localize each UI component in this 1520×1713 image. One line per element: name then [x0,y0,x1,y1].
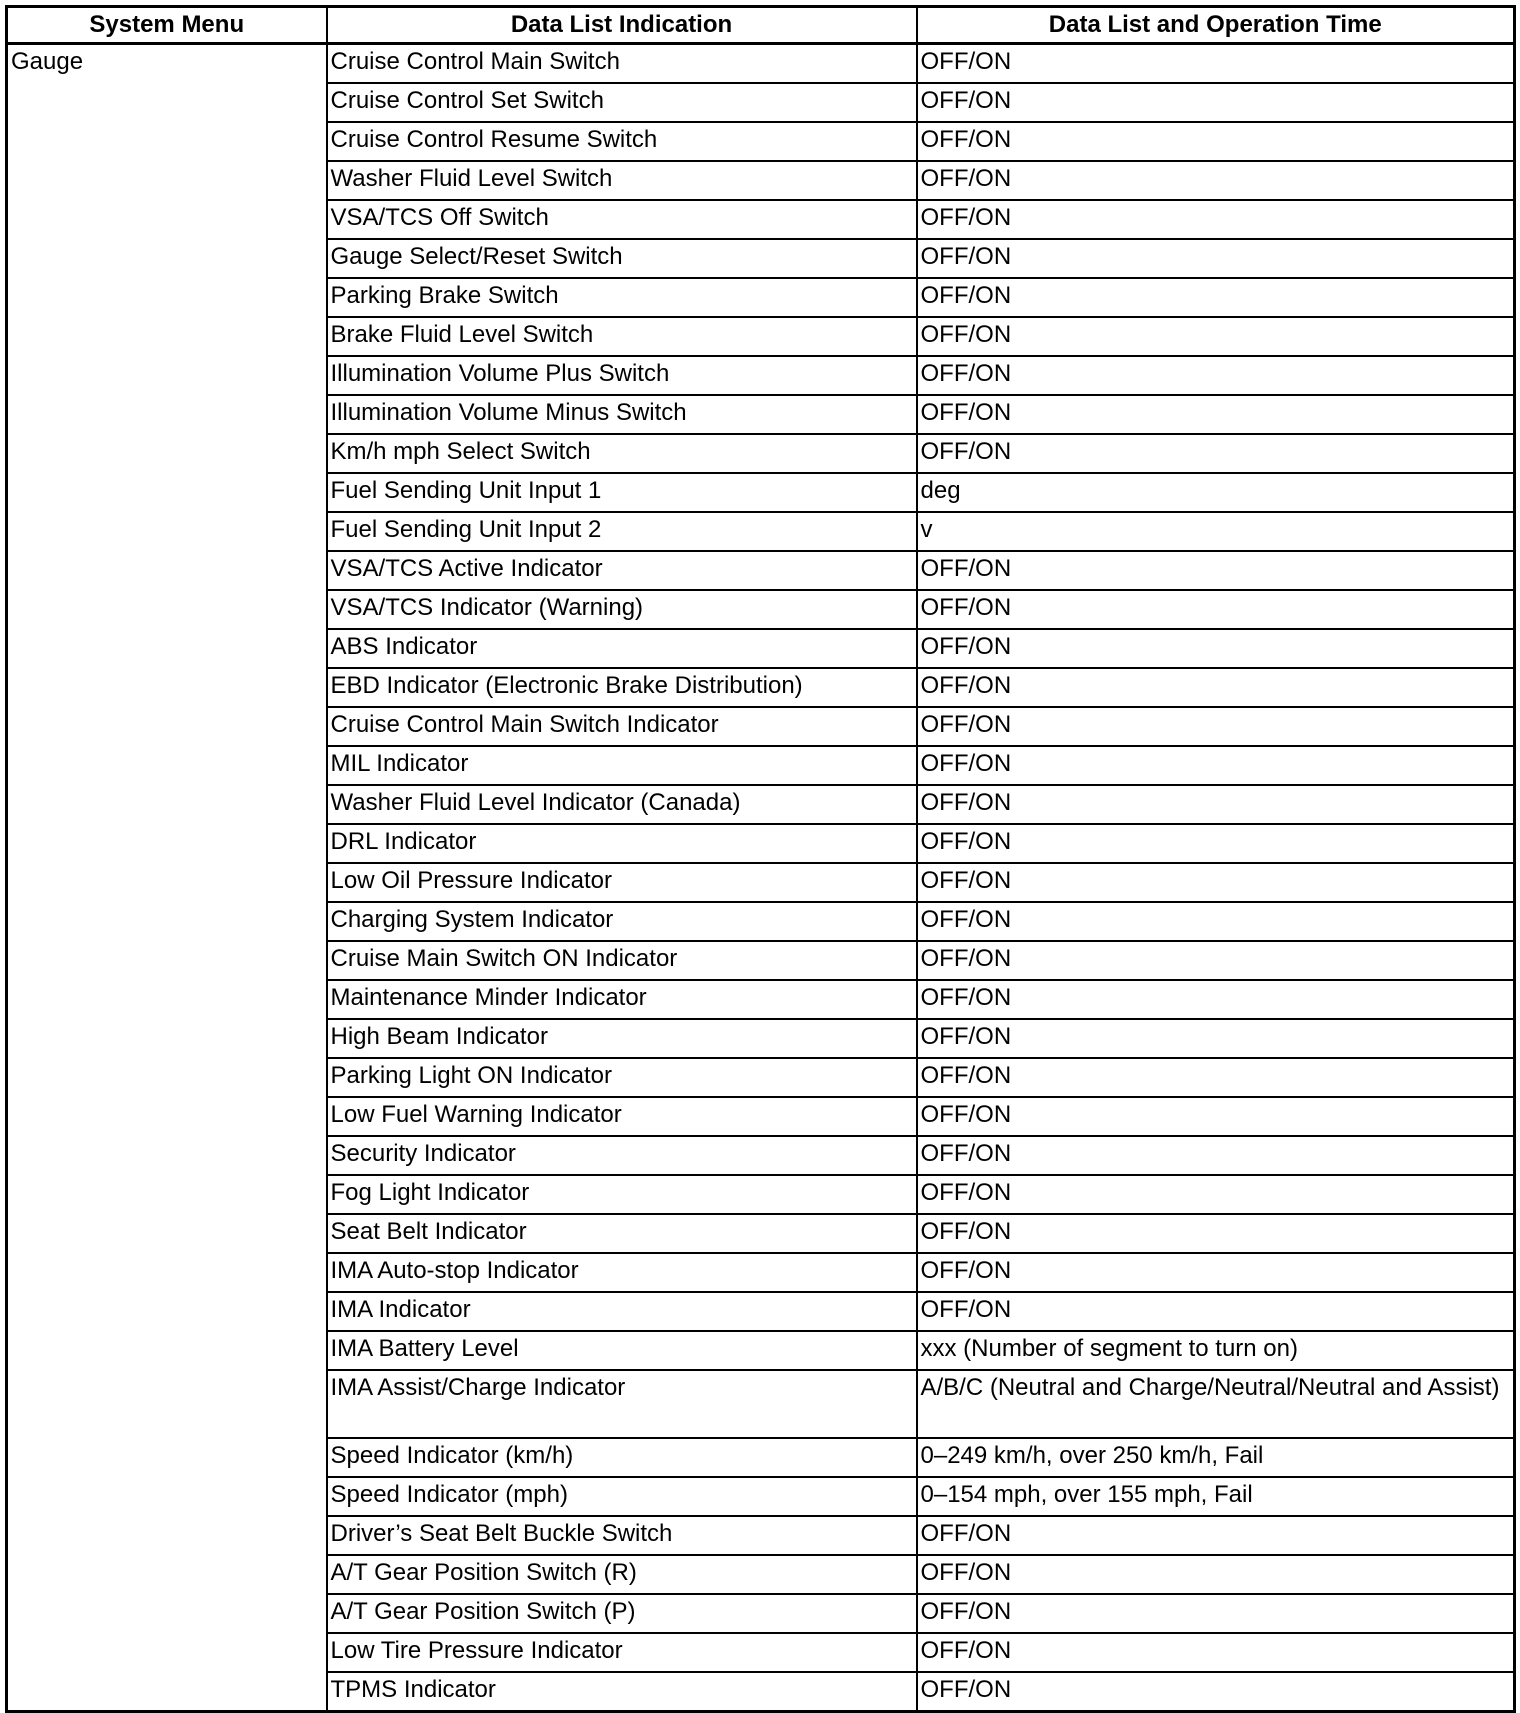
indication-cell: Brake Fluid Level Switch [327,317,917,356]
value-cell: OFF/ON [917,1019,1515,1058]
indication-cell: Speed Indicator (mph) [327,1477,917,1516]
value-cell: OFF/ON [917,122,1515,161]
value-cell: OFF/ON [917,785,1515,824]
indication-cell: Fog Light Indicator [327,1175,917,1214]
value-cell: OFF/ON [917,941,1515,980]
value-cell: OFF/ON [917,863,1515,902]
value-cell: OFF/ON [917,1633,1515,1672]
indication-cell: Driver’s Seat Belt Buckle Switch [327,1516,917,1555]
indication-cell: IMA Indicator [327,1292,917,1331]
indication-cell: Washer Fluid Level Switch [327,161,917,200]
indication-cell: IMA Auto-stop Indicator [327,1253,917,1292]
value-cell: OFF/ON [917,1594,1515,1633]
indication-cell: ABS Indicator [327,629,917,668]
indication-cell: Illumination Volume Minus Switch [327,395,917,434]
value-cell: OFF/ON [917,1175,1515,1214]
value-cell: OFF/ON [917,1555,1515,1594]
value-cell: OFF/ON [917,551,1515,590]
indication-cell: VSA/TCS Indicator (Warning) [327,590,917,629]
value-cell: OFF/ON [917,707,1515,746]
value-cell: OFF/ON [917,200,1515,239]
indication-cell: Low Fuel Warning Indicator [327,1097,917,1136]
value-cell: OFF/ON [917,317,1515,356]
value-cell: OFF/ON [917,1516,1515,1555]
value-cell: OFF/ON [917,356,1515,395]
value-cell: OFF/ON [917,668,1515,707]
indication-cell: Fuel Sending Unit Input 1 [327,473,917,512]
value-cell: deg [917,473,1515,512]
table-body [7,44,1515,1712]
header-system-menu: System Menu [7,7,327,44]
value-cell: OFF/ON [917,1097,1515,1136]
value-cell: OFF/ON [917,83,1515,122]
indication-cell: Maintenance Minder Indicator [327,980,917,1019]
table-container [5,5,1516,1713]
table-row [7,44,1515,84]
indication-cell: Low Tire Pressure Indicator [327,1633,917,1672]
value-cell: xxx (Number of segment to turn on) [917,1331,1515,1370]
indication-cell: Fuel Sending Unit Input 2 [327,512,917,551]
indication-cell: VSA/TCS Active Indicator [327,551,917,590]
header-data-list-indication: Data List Indication [327,7,917,44]
indication-cell: High Beam Indicator [327,1019,917,1058]
value-cell: OFF/ON [917,1136,1515,1175]
indication-cell: Cruise Control Resume Switch [327,122,917,161]
indication-cell: Illumination Volume Plus Switch [327,356,917,395]
indication-cell: Km/h mph Select Switch [327,434,917,473]
value-cell: OFF/ON [917,980,1515,1019]
indication-cell: Cruise Control Set Switch [327,83,917,122]
indication-cell: Parking Light ON Indicator [327,1058,917,1097]
indication-cell: Security Indicator [327,1136,917,1175]
header-data-list-operation-time: Data List and Operation Time [917,7,1515,44]
system-menu-cell: Gauge [7,44,327,1712]
indication-cell: Seat Belt Indicator [327,1214,917,1253]
value-cell: OFF/ON [917,1672,1515,1712]
value-cell: OFF/ON [917,629,1515,668]
data-list-table [5,5,1516,1713]
value-cell: OFF/ON [917,434,1515,473]
value-cell: A/B/C (Neutral and Charge/Neutral/Neutral and Assist) [917,1370,1515,1438]
indication-cell: Cruise Control Main Switch [327,44,917,84]
indication-cell: Charging System Indicator [327,902,917,941]
value-cell: OFF/ON [917,1214,1515,1253]
value-cell: OFF/ON [917,278,1515,317]
value-cell: OFF/ON [917,1292,1515,1331]
indication-cell: IMA Assist/Charge Indicator [327,1370,917,1438]
value-cell: OFF/ON [917,1253,1515,1292]
indication-cell: IMA Battery Level [327,1331,917,1370]
indication-cell: A/T Gear Position Switch (R) [327,1555,917,1594]
value-cell: 0–249 km/h, over 250 km/h, Fail [917,1438,1515,1477]
indication-cell: Speed Indicator (km/h) [327,1438,917,1477]
value-cell: OFF/ON [917,902,1515,941]
indication-cell: Parking Brake Switch [327,278,917,317]
indication-cell: TPMS Indicator [327,1672,917,1712]
indication-cell: Cruise Main Switch ON Indicator [327,941,917,980]
value-cell: v [917,512,1515,551]
value-cell: OFF/ON [917,1058,1515,1097]
indication-cell: Low Oil Pressure Indicator [327,863,917,902]
header-row [7,7,1515,44]
indication-cell: MIL Indicator [327,746,917,785]
indication-cell: Cruise Control Main Switch Indicator [327,707,917,746]
value-cell: 0–154 mph, over 155 mph, Fail [917,1477,1515,1516]
value-cell: OFF/ON [917,590,1515,629]
value-cell: OFF/ON [917,161,1515,200]
value-cell: OFF/ON [917,395,1515,434]
indication-cell: Gauge Select/Reset Switch [327,239,917,278]
value-cell: OFF/ON [917,239,1515,278]
value-cell: OFF/ON [917,44,1515,84]
indication-cell: DRL Indicator [327,824,917,863]
indication-cell: VSA/TCS Off Switch [327,200,917,239]
value-cell: OFF/ON [917,824,1515,863]
indication-cell: EBD Indicator (Electronic Brake Distribution) [327,668,917,707]
value-cell: OFF/ON [917,746,1515,785]
indication-cell: A/T Gear Position Switch (P) [327,1594,917,1633]
indication-cell: Washer Fluid Level Indicator (Canada) [327,785,917,824]
